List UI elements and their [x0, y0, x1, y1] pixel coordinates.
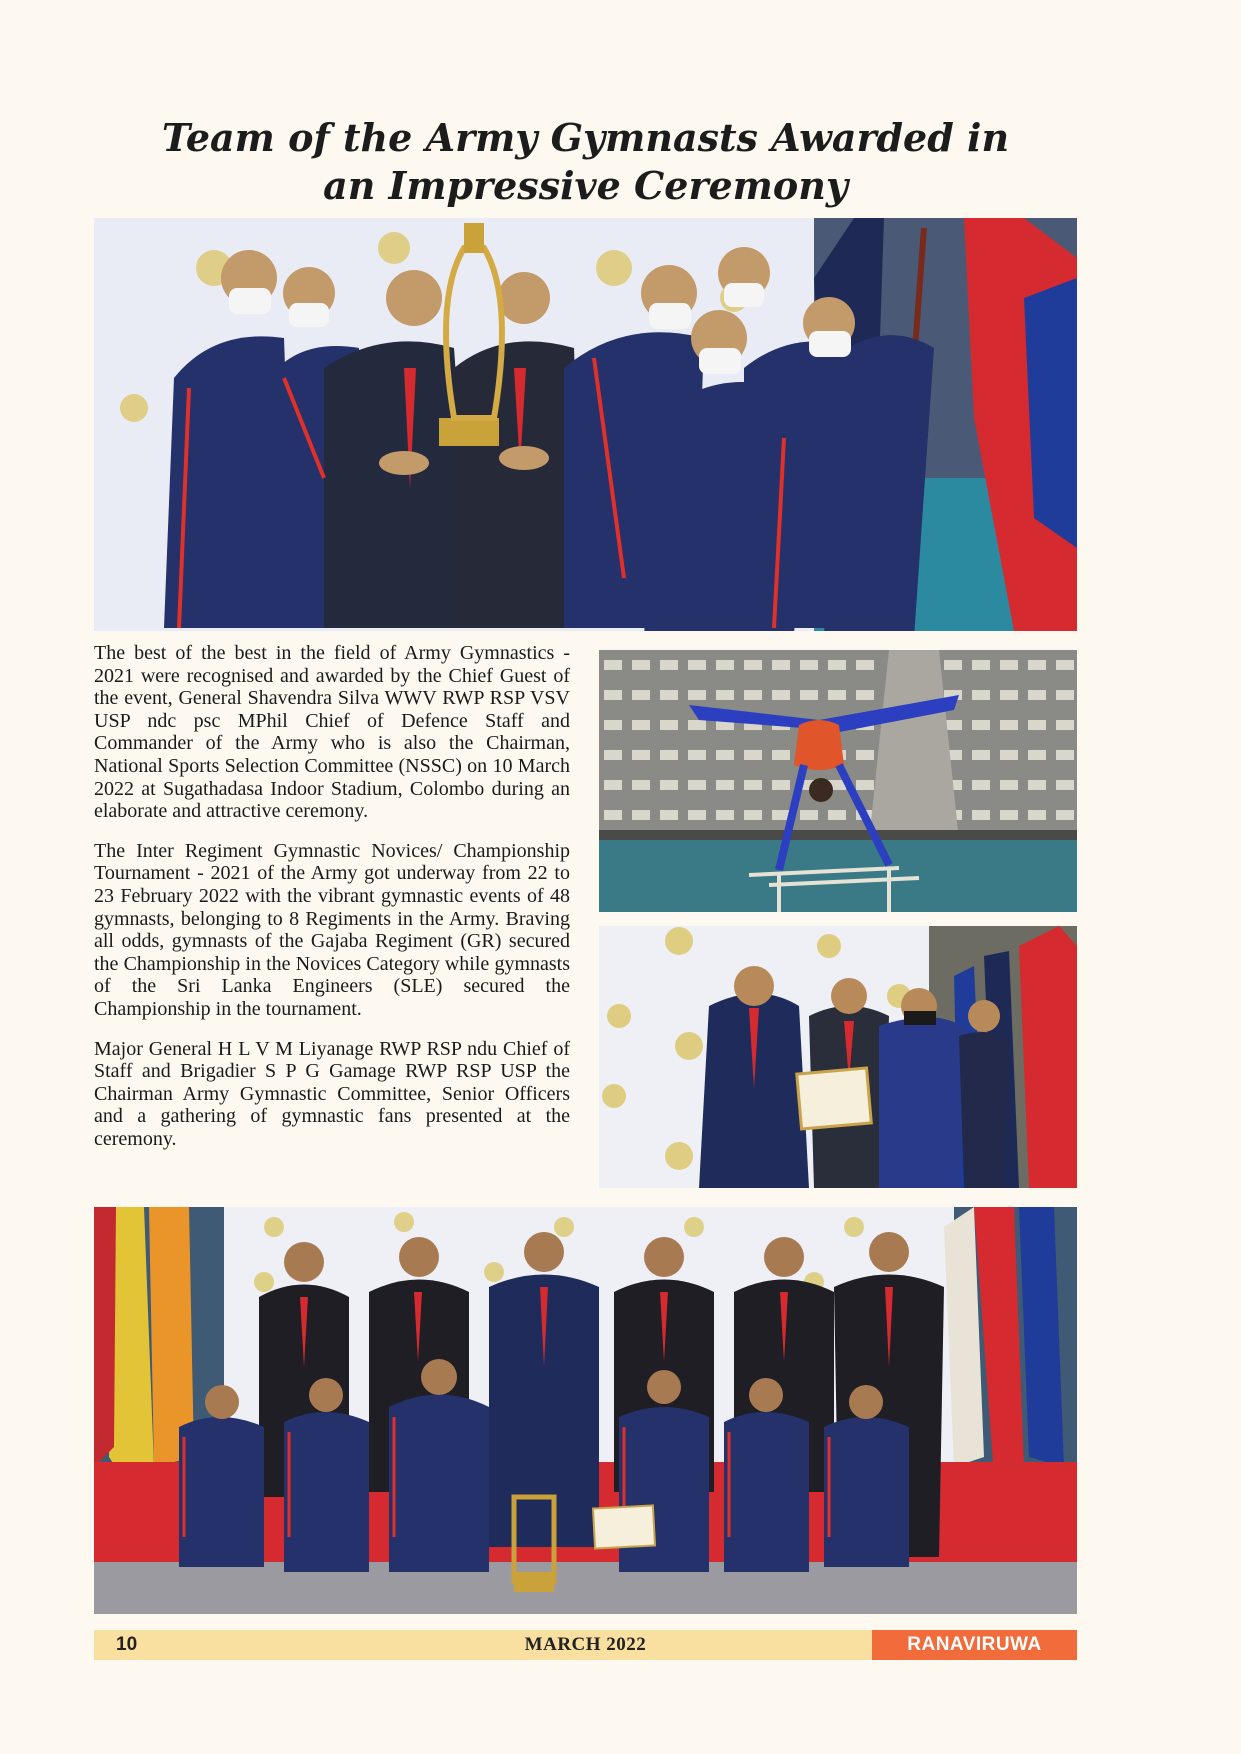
- page-footer: [94, 1630, 1077, 1660]
- title-line-2: an Impressive Ceremony: [323, 163, 848, 208]
- paragraph-2: The Inter Regiment Gymnastic Novices/ Championship Tournament - 2021 of the Army got underway from 22 to 23 February 2022 with the vibrant gymnastic events of 48 gymnasts, belonging to 8 Regiments in the Army. Braving all odds, gymnasts of the Gajaba Regiment (GR) secured the Championship in the Novices Category while gymnasts of the Sri Lanka Engineers (SLE) secured the Championship in the tournament.: [94, 839, 570, 1020]
- paragraph-3: Major General H L V M Liyanage RWP RSP ndu Chief of Staff and Brigadier S P G Gamage RWP RSP USP the Chairman Army Gymnastic Committee, Senior Officers and a gathering of gymnastic fans presented at the ceremony.: [94, 1037, 570, 1150]
- paragraph-1: The best of the best in the field of Army Gymnastics - 2021 were recognised and awarded by the Chief Guest of the event, General Shavendra Silva WWV RWP RSP VSV USP ndc psc MPhil Chief of Defence Staff and Commander of the Army who is also the Chairman, National Sports Selection Committee (NSSC) on 10 March 2022 at Sugathadasa Indoor Stadium, Colombo during an elaborate and attractive ceremony.: [94, 642, 570, 823]
- title-line-1: Team of the Army Gymnasts Awarded in: [161, 115, 1010, 160]
- article-title: [94, 114, 1077, 210]
- article-body: [94, 642, 570, 1167]
- team-group-photo: [94, 1207, 1077, 1614]
- group-illustration: [94, 1207, 1077, 1614]
- issue-date: MARCH 2022: [524, 1634, 647, 1655]
- magazine-brand: RANAVIRUWA: [872, 1630, 1077, 1660]
- certificate-illustration: [599, 926, 1077, 1188]
- gymnast-illustration: [599, 650, 1077, 912]
- certificate-presentation-photo: [599, 926, 1077, 1188]
- gymnast-parallel-bars-photo: [599, 650, 1077, 912]
- trophy-presentation-illustration: [94, 218, 1077, 631]
- trophy-presentation-photo: [94, 218, 1077, 631]
- page-number: 10: [116, 1634, 138, 1655]
